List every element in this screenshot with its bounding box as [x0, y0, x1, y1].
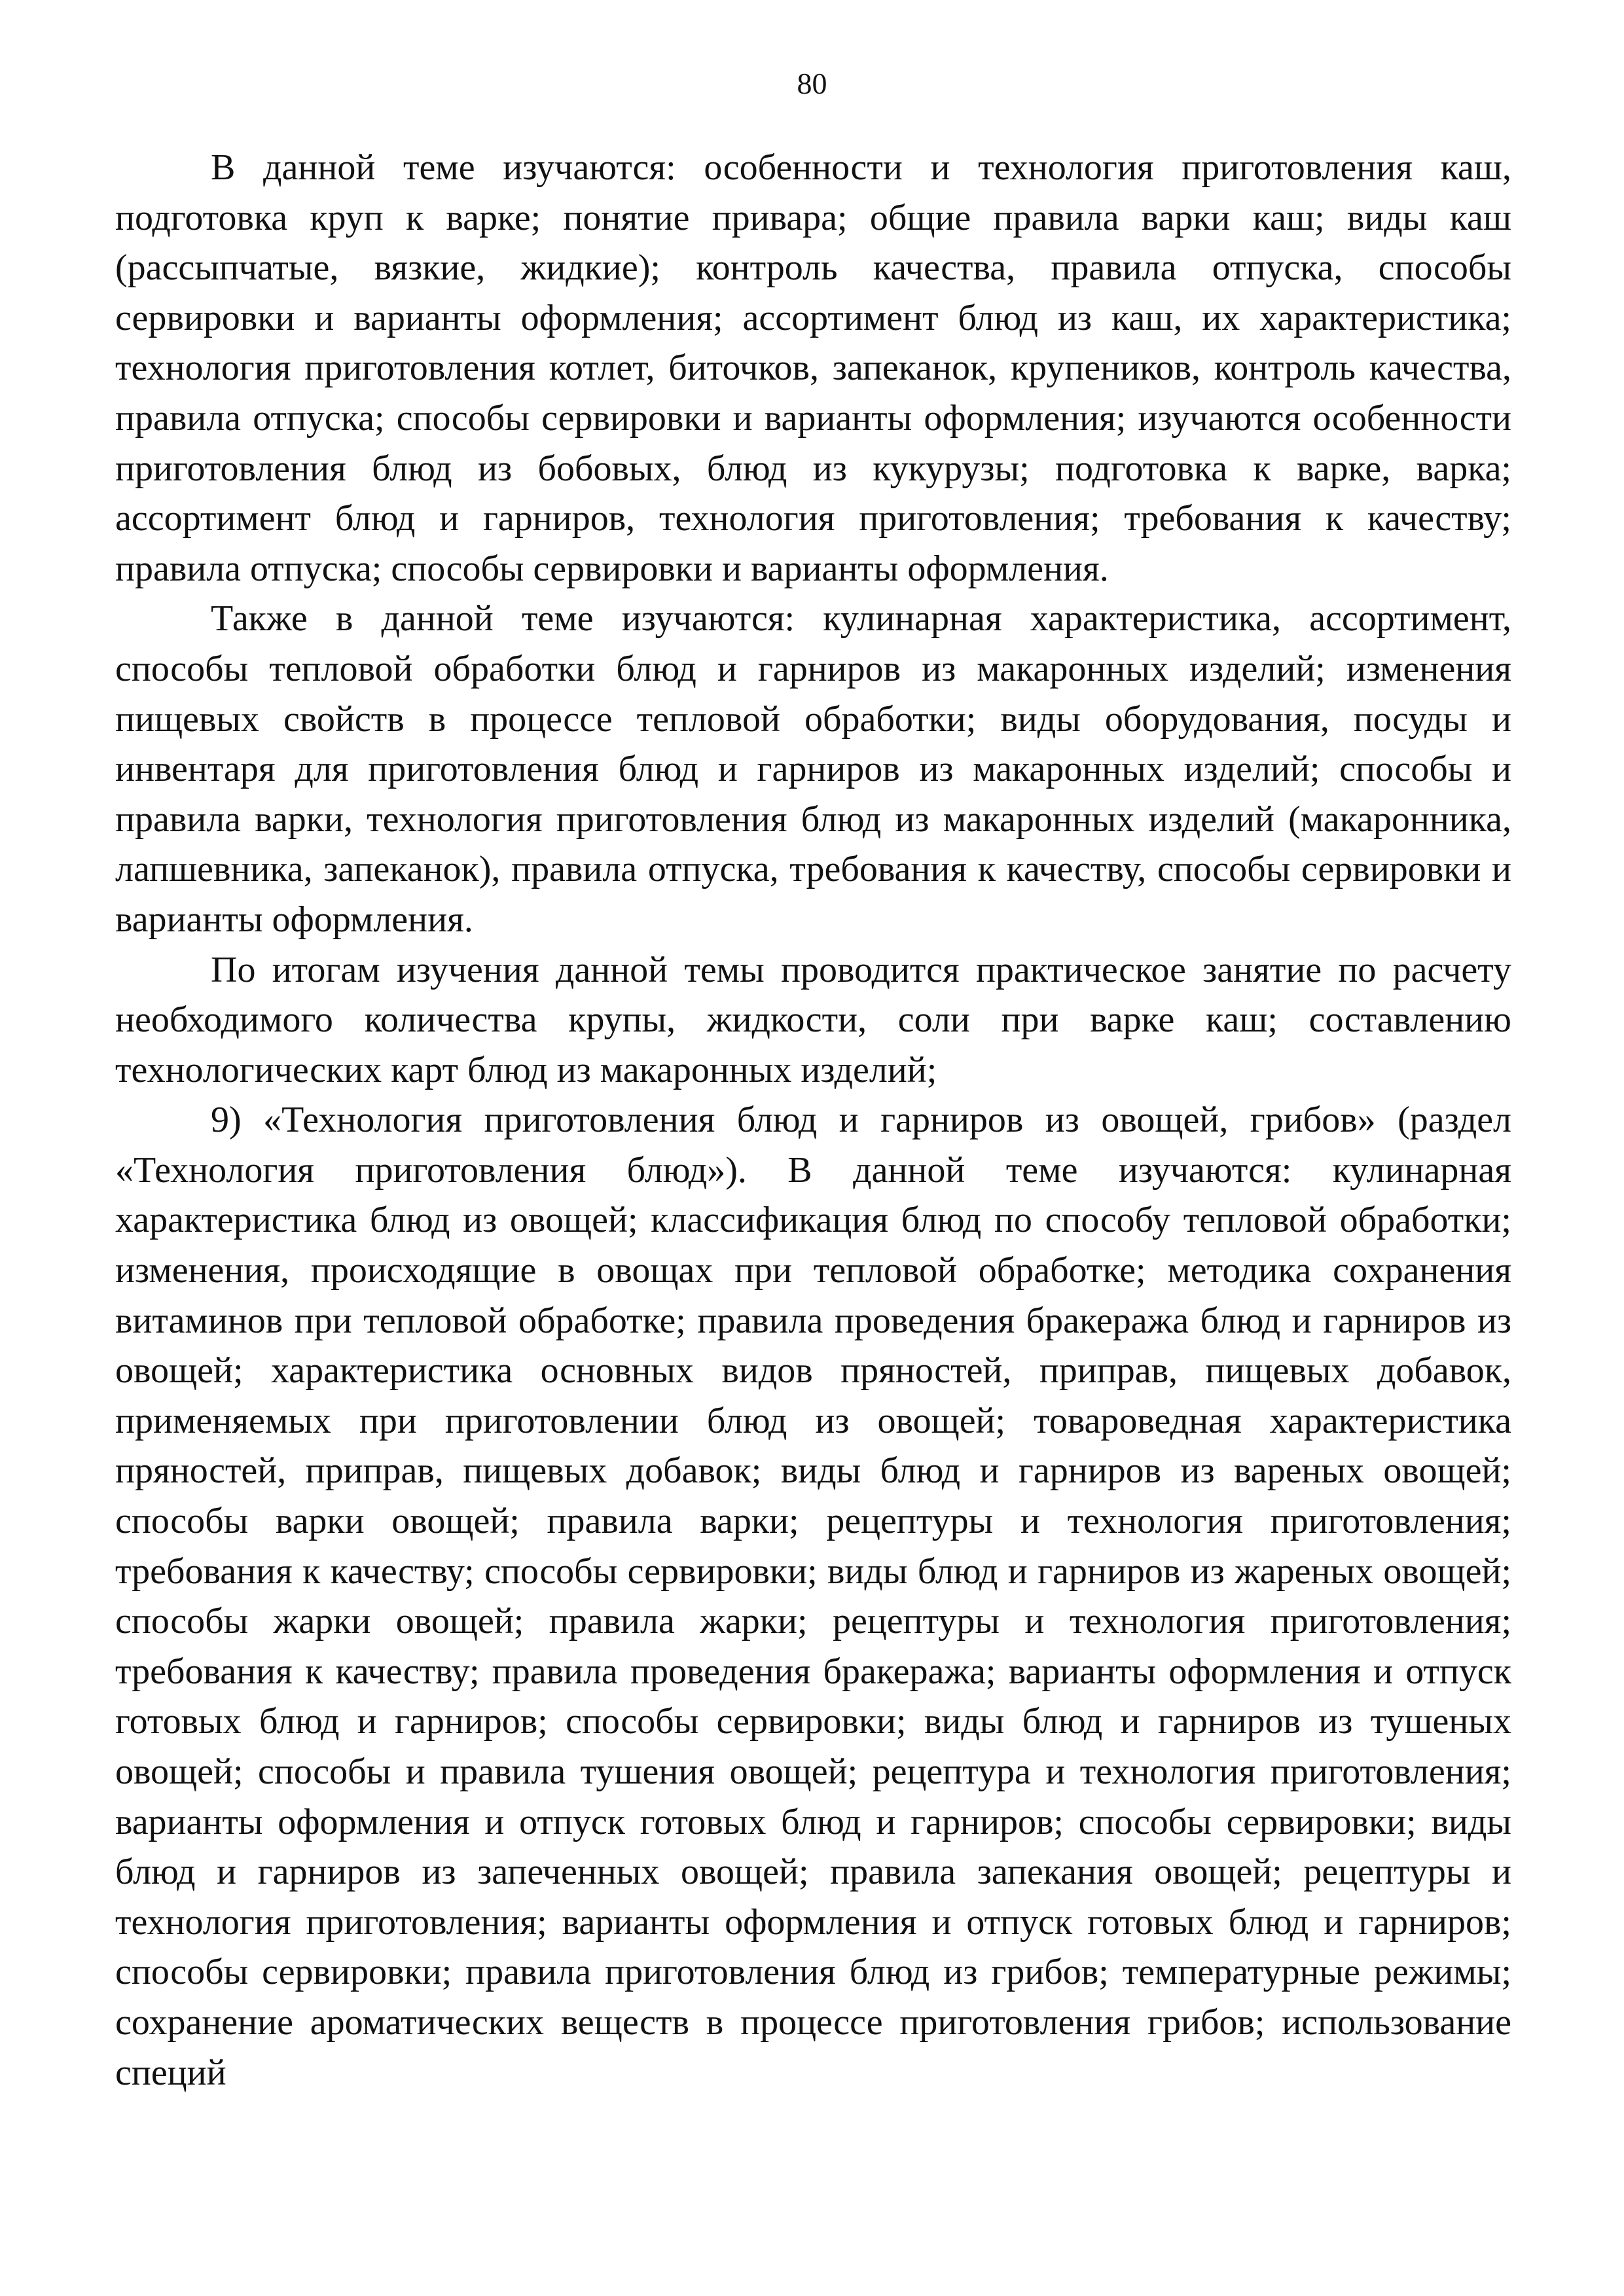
page-number: 80	[797, 67, 827, 100]
paragraph-vegetables-mushrooms: 9) «Технология приготовления блюд и гарниров из овощей, грибов» (раздел «Технология приготовления блюд»). В данной теме изучаются: кулинарная характеристика блюд из овощей; классификация блюд по способу тепловой обработки; изменения, происходящие в овощах при тепловой обработке; методика сохранения витаминов при тепловой обработке; правила проведения бракеража блюд и гарниров из овощей; характеристика основных видов пряностей, приправ, пищевых добавок, применяемых при приготовлении блюд из овощей; товароведная характеристика пряностей, приправ, пищевых добавок; виды блюд и гарниров из вареных овощей; способы варки овощей; правила варки; рецептуры и технология приготовления; требования к качеству; способы сервировки; виды блюд и гарниров из жареных овощей; способы жарки овощей; правила жарки; рецептуры и технология приготовления; требования к качеству; правила проведения бракеража; варианты оформления и отпуск готовых блюд и гарниров; способы сервировки; виды блюд и гарниров из тушеных овощей; способы и правила тушения овощей; рецептура и технология приготовления; варианты оформления и отпуск готовых блюд и гарниров; способы сервировки; виды блюд и гарниров из запеченных овощей; правила запекания овощей; рецептуры и технология приготовления; варианты оформления и отпуск готовых блюд и гарниров; способы сервировки; правила приготовления блюд из грибов; температурные режимы; сохранение ароматических веществ в процессе приготовления грибов; использование специй	[115, 1100, 1511, 2093]
paragraph-porridges: В данной теме изучаются: особенности и технология приготовления каш, подготовка круп к варке; понятие привара; общие правила варки каш; виды каш (рассыпчатые, вязкие, жидкие); контроль качества, правила отпуска, способы сервировки и варианты оформления; ассортимент блюд из каш, их характеристика; технология приготовления котлет, биточков, запеканок, крупеников, контроль качества, правила отпуска; способы сервировки и варианты оформления; изучаются особенности приготовления блюд из бобовых, блюд из кукурузы; подготовка к варке, варка; ассортимент блюд и гарниров, технология приготовления; требования к качеству; правила отпуска; способы сервировки и варианты оформления.	[115, 147, 1511, 589]
document-body	[115, 143, 1511, 2098]
paragraph-practical-lesson: По итогам изучения данной темы проводится практическое занятие по расчету необходимого количества крупы, жидкости, соли при варке каш; составлению технологических карт блюд из макаронных изделий;	[115, 949, 1511, 1090]
paragraph-pasta: Также в данной теме изучаются: кулинарная характеристика, ассортимент, способы тепловой обработки блюд и гарниров из макаронных изделий; изменения пищевых свойств в процессе тепловой обработки; виды оборудования, посуды и инвентаря для приготовления блюд и гарниров из макаронных изделий; способы и правила варки, технология приготовления блюд из макаронных изделий (макаронника, лапшевника, запеканок), правила отпуска, требования к качеству, способы сервировки и варианты оформления.	[115, 598, 1511, 940]
